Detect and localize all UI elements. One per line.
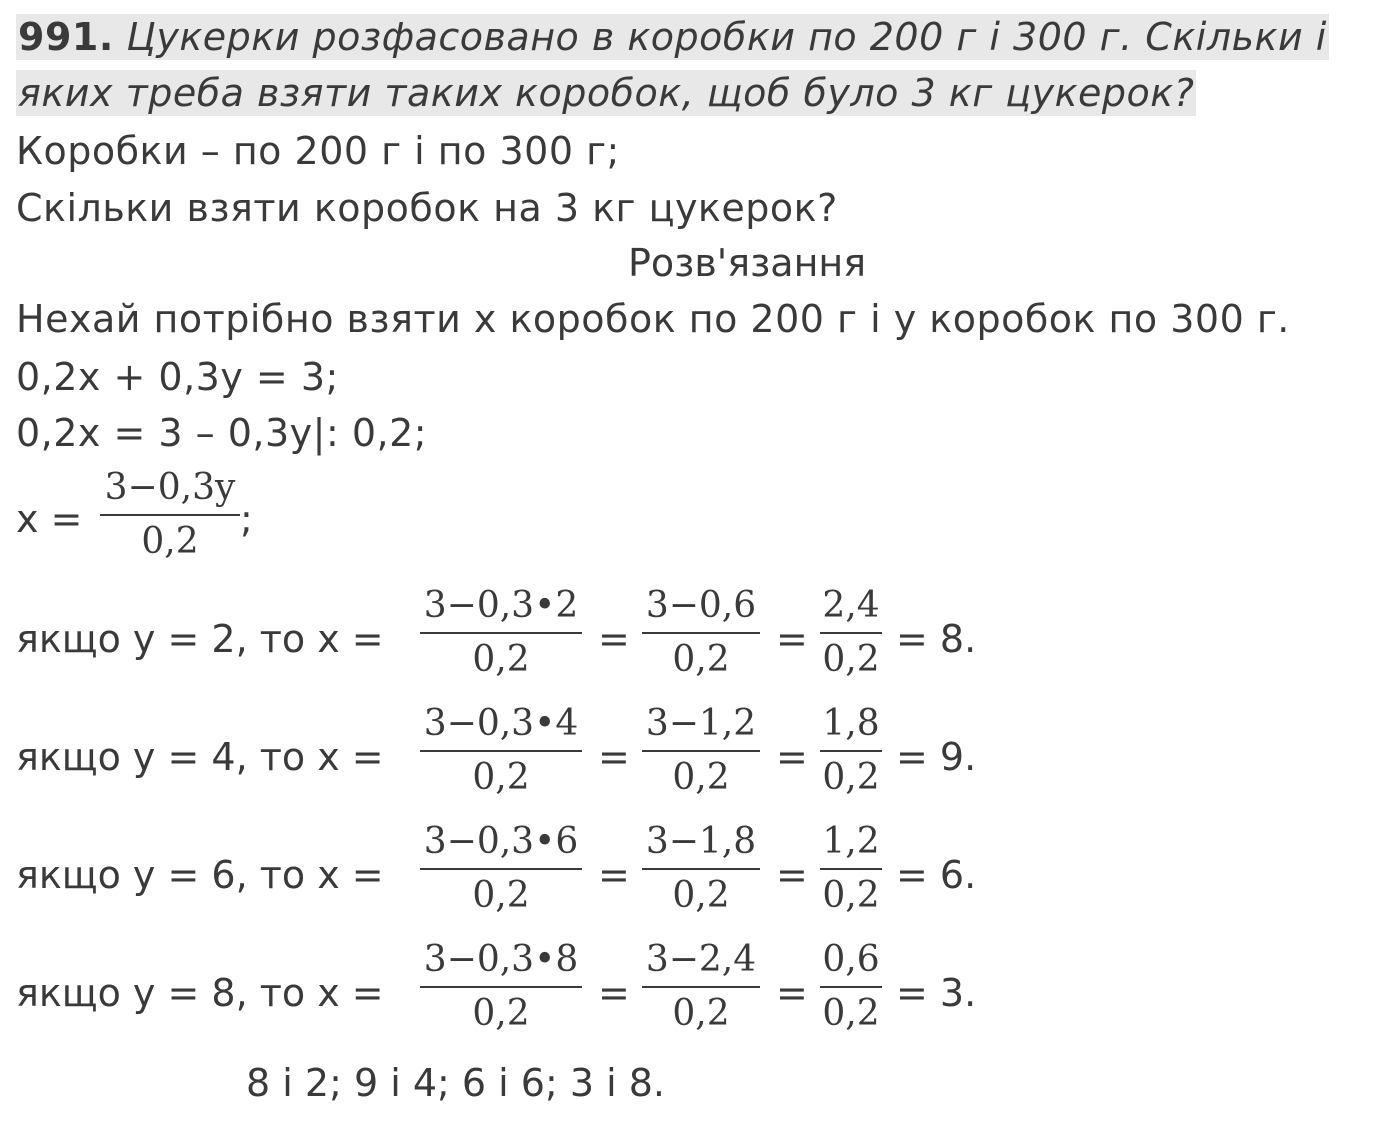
case-fraction-1 [420, 702, 582, 800]
fraction-bar [420, 986, 582, 988]
case-fraction-1-denominator: 0,2 [472, 875, 530, 916]
fraction-bar [420, 632, 582, 634]
solution-intro: Нехай потрібно взяти х коробок по 200 г і у коробок по 300 г. [16, 297, 1290, 341]
solution-heading: Розв'язання [628, 241, 867, 285]
equals-sign: = [776, 853, 808, 897]
case-fraction-3-denominator: 0,2 [822, 993, 880, 1034]
equals-sign: = [776, 971, 808, 1015]
case-fraction-2-denominator: 0,2 [672, 993, 730, 1034]
x-fraction [100, 466, 240, 564]
case-fraction-2-denominator: 0,2 [672, 639, 730, 680]
case-result: = 6. [896, 853, 977, 897]
fraction-bar [100, 514, 240, 516]
case-fraction-1-denominator: 0,2 [472, 993, 530, 1034]
given-line-2: Скільки взяти коробок на 3 кг цукерок? [16, 186, 838, 230]
case-fraction-2-numerator: 3−0,6 [645, 585, 757, 626]
equals-sign: = [776, 735, 808, 779]
fraction-bar [642, 986, 760, 988]
task-line-2 [16, 70, 1196, 116]
case-fraction-3-denominator: 0,2 [822, 875, 880, 916]
x-fraction-semicolon: ; [240, 497, 253, 541]
case-fraction-2-numerator: 3−1,8 [645, 821, 757, 862]
case-fraction-3-numerator: 1,8 [822, 703, 880, 744]
equals-sign: = [598, 853, 630, 897]
case-fraction-3-numerator: 0,6 [822, 939, 880, 980]
case-fraction-1-numerator: 3−0,3•6 [423, 821, 579, 862]
case-prefix: якщо у = 8, то х = [16, 971, 384, 1015]
case-prefix: якщо у = 6, то х = [16, 853, 384, 897]
case-fraction-2-denominator: 0,2 [672, 757, 730, 798]
fraction-bar [820, 868, 882, 870]
fraction-bar [820, 750, 882, 752]
equation-2: 0,2х = 3 – 0,3у|: 0,2; [16, 411, 428, 455]
case-result: = 9. [896, 735, 977, 779]
case-prefix: якщо у = 2, то х = [16, 617, 384, 661]
case-fraction-2 [642, 820, 760, 918]
case-fraction-3 [820, 938, 882, 1036]
equals-sign: = [776, 617, 808, 661]
fraction-bar [820, 632, 882, 634]
equals-sign: = [598, 617, 630, 661]
fraction-bar [420, 868, 582, 870]
task-line-1 [16, 14, 1329, 60]
case-fraction-1-numerator: 3−0,3•4 [423, 703, 579, 744]
case-fraction-2 [642, 938, 760, 1036]
case-result: = 3. [896, 971, 977, 1015]
case-prefix: якщо у = 4, то х = [16, 735, 384, 779]
case-fraction-3-numerator: 2,4 [822, 585, 880, 626]
case-fraction-3-numerator: 1,2 [822, 821, 880, 862]
x-fraction-numerator: 3−0,3y [104, 467, 236, 508]
equals-sign: = [598, 735, 630, 779]
task-text-2: яких треба взяти таких коробок, щоб було 3 кг цукерок? [18, 71, 1195, 115]
case-fraction-1-numerator: 3−0,3•2 [423, 585, 579, 626]
task-text-1: Цукерки розфасовано в коробки по 200 г і 300 г. Скільки і [126, 15, 1327, 59]
case-fraction-2-numerator: 3−1,2 [645, 703, 757, 744]
case-fraction-2 [642, 584, 760, 682]
case-fraction-1 [420, 584, 582, 682]
case-fraction-3 [820, 820, 882, 918]
case-fraction-2-numerator: 3−2,4 [645, 939, 757, 980]
equation-1: 0,2х + 0,3у = 3; [16, 355, 339, 399]
case-fraction-1-denominator: 0,2 [472, 639, 530, 680]
case-fraction-3-denominator: 0,2 [822, 639, 880, 680]
fraction-bar [642, 632, 760, 634]
x-fraction-denominator: 0,2 [141, 521, 199, 562]
case-fraction-1 [420, 820, 582, 918]
equals-sign: = [598, 971, 630, 1015]
case-fraction-1-denominator: 0,2 [472, 757, 530, 798]
case-fraction-2 [642, 702, 760, 800]
case-fraction-3-denominator: 0,2 [822, 757, 880, 798]
task-number: 991. [18, 15, 114, 59]
fraction-bar [642, 868, 760, 870]
given-line-1: Коробки – по 200 г і по 300 г; [16, 129, 620, 173]
answer: 8 і 2; 9 і 4; 6 і 6; 3 і 8. [246, 1061, 666, 1105]
case-fraction-3 [820, 702, 882, 800]
fraction-bar [642, 750, 760, 752]
fraction-bar [820, 986, 882, 988]
x-equals-label: х = [16, 497, 83, 541]
case-fraction-1 [420, 938, 582, 1036]
fraction-bar [420, 750, 582, 752]
case-fraction-2-denominator: 0,2 [672, 875, 730, 916]
case-fraction-3 [820, 584, 882, 682]
case-result: = 8. [896, 617, 977, 661]
case-fraction-1-numerator: 3−0,3•8 [423, 939, 579, 980]
